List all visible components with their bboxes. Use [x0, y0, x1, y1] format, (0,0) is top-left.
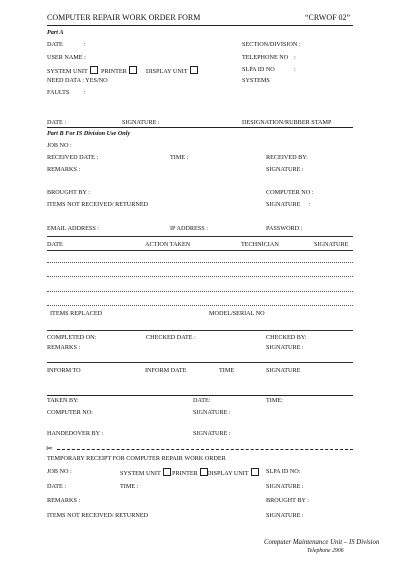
time-label: TIME : [170, 154, 189, 161]
remarks-label: REMARKS : [47, 344, 81, 351]
slpa-id-label: SLPA ID NO [242, 66, 275, 73]
signature-label: SIGNATURE : [193, 409, 231, 416]
receipt-signature-label: SIGNATURE : [266, 512, 304, 519]
part-a-heading: Part A [47, 29, 64, 36]
signature-label: SIGNATURE : [266, 344, 304, 351]
receipt-slpa-id-label: SLPA ID NO: [266, 468, 301, 475]
column-date: DATE [47, 241, 63, 248]
need-data-label: NEED DATA : YES/NO [47, 77, 108, 84]
receipt-date-label: DATE : [47, 483, 67, 490]
footer-telephone: Telephone 2906 [307, 548, 344, 554]
receipt-display-unit-label: DISPLAY UNIT [207, 470, 249, 477]
receipt-system-unit-option [120, 468, 171, 477]
checked-by-label: CHECKED BY: [266, 334, 307, 341]
taken-by-label: TAKEN BY: [47, 397, 79, 404]
signature-label: SIGNATURE [266, 201, 301, 208]
divider [47, 25, 353, 26]
system-unit-checkbox[interactable] [90, 66, 98, 74]
cut-line [57, 449, 353, 450]
divider [47, 236, 353, 237]
receipt-system-unit-label: SYSTEM UNIT [120, 470, 161, 477]
computer-no-label: COMPUTER NO: [47, 409, 93, 416]
receipt-signature-label: SIGNATURE : [266, 483, 304, 490]
brought-by-label: BROUGHT BY : [47, 189, 90, 196]
part-a-date-label: DATE : [47, 119, 67, 126]
faults-colon: : [84, 89, 86, 96]
receipt-title: TEMPORARY RECEIPT FOR COMPUTER REPAIR WORK ORDER [47, 455, 226, 462]
email-address-label: EMAIL ADDRESS : [47, 225, 100, 232]
receipt-display-unit-checkbox[interactable] [251, 468, 259, 476]
scissors-icon: ✂ [46, 444, 53, 453]
receipt-display-unit-option [207, 468, 259, 477]
taken-time-label: TIME: [266, 397, 283, 404]
checked-date-label: CHECKED DATE : [146, 334, 196, 341]
inform-signature-label: SIGNATURE [266, 367, 301, 374]
entry-line[interactable] [47, 276, 353, 277]
receipt-remarks-label: REMARKS : [47, 497, 81, 504]
receipt-system-unit-checkbox[interactable] [163, 468, 171, 476]
printer-label: PRINTER [101, 68, 127, 75]
receipt-printer-option [172, 468, 208, 477]
form-code: “CRWOF 02” [305, 13, 351, 22]
display-unit-checkbox[interactable] [190, 66, 198, 74]
inform-to-label: INFORM TO [47, 367, 81, 374]
divider [47, 250, 353, 251]
entry-line[interactable] [47, 262, 353, 263]
divider [47, 362, 353, 363]
signature-label: SIGNATURE : [193, 430, 231, 437]
computer-no-label: COMPUTER NO : [266, 189, 314, 196]
display-unit-option [146, 66, 198, 75]
divider [47, 395, 353, 396]
date-label: DATE [47, 41, 63, 48]
received-date-label: RECEIVED DATE : [47, 154, 99, 161]
items-not-received-label: ITEMS NOT RECEIVED/ RETURNED [47, 201, 149, 208]
divider [47, 127, 353, 128]
faults-label: FAULTS [47, 89, 70, 96]
taken-date-label: DATE: [193, 397, 211, 404]
receipt-job-no-label: JOB NO : [47, 468, 72, 475]
completed-on-label: COMPLETED ON: [47, 334, 97, 341]
part-b-heading: Part B For IS Division Use Only [47, 130, 131, 137]
printer-option [101, 66, 137, 75]
inform-time-label: TIME [219, 367, 235, 374]
display-unit-label: DISPLAY UNIT [146, 68, 188, 75]
system-unit-option [47, 66, 98, 75]
signature-colon: : [309, 201, 311, 208]
handedover-by-label: HANDEDOVER BY : [47, 430, 104, 437]
ip-address-label: IP ADDRESS : [170, 225, 208, 232]
receipt-items-not-received-label: ITEMS NOT RECEIVED/ RETURNED [47, 512, 149, 519]
system-unit-label: SYSTEM UNIT [47, 68, 88, 75]
signature-label: SIGNATURE : [266, 166, 304, 173]
designation-label: DESIGNATION/RUBBER STAMP [242, 119, 332, 126]
part-a-signature-label: SIGNATURE : [122, 119, 160, 126]
column-signature: SIGNATURE [314, 241, 349, 248]
user-name-label: USER NAME : [47, 54, 86, 61]
divider [47, 330, 353, 331]
telephone-colon: : [294, 54, 296, 61]
footer-unit: Computer Maintenance Unit – IS Division [264, 539, 380, 546]
inform-date-label: INFORM DATE [145, 367, 187, 374]
entry-line[interactable] [47, 305, 353, 306]
printer-checkbox[interactable] [129, 66, 137, 74]
date-colon: : [84, 41, 86, 48]
column-action-taken: ACTION TAKEN [145, 241, 191, 248]
receipt-printer-label: PRINTER [172, 470, 198, 477]
receipt-time-label: TIME : [120, 483, 139, 490]
systems-label: SYSTEMS [242, 77, 270, 84]
items-replaced-label: ITEMS REPLACED [50, 310, 103, 317]
section-division-label: SECTION/DIVISION : [242, 41, 301, 48]
slpa-id-colon: : [294, 66, 296, 73]
receipt-brought-by-label: BROUGHT BY : [266, 497, 309, 504]
entry-line[interactable] [47, 291, 353, 292]
received-by-label: RECEIVED BY: [266, 154, 308, 161]
telephone-label: TELEPHONE NO [242, 54, 289, 61]
form-title: COMPUTER REPAIR WORK ORDER FORM [47, 13, 201, 22]
model-serial-label: MODEL/SERIAL NO [209, 310, 265, 317]
job-no-label: JOB NO : [47, 142, 72, 149]
password-label: PASSWORD : [266, 225, 303, 232]
remarks-label: REMARKS : [47, 166, 81, 173]
column-technician: TECHNICIAN [241, 241, 279, 248]
